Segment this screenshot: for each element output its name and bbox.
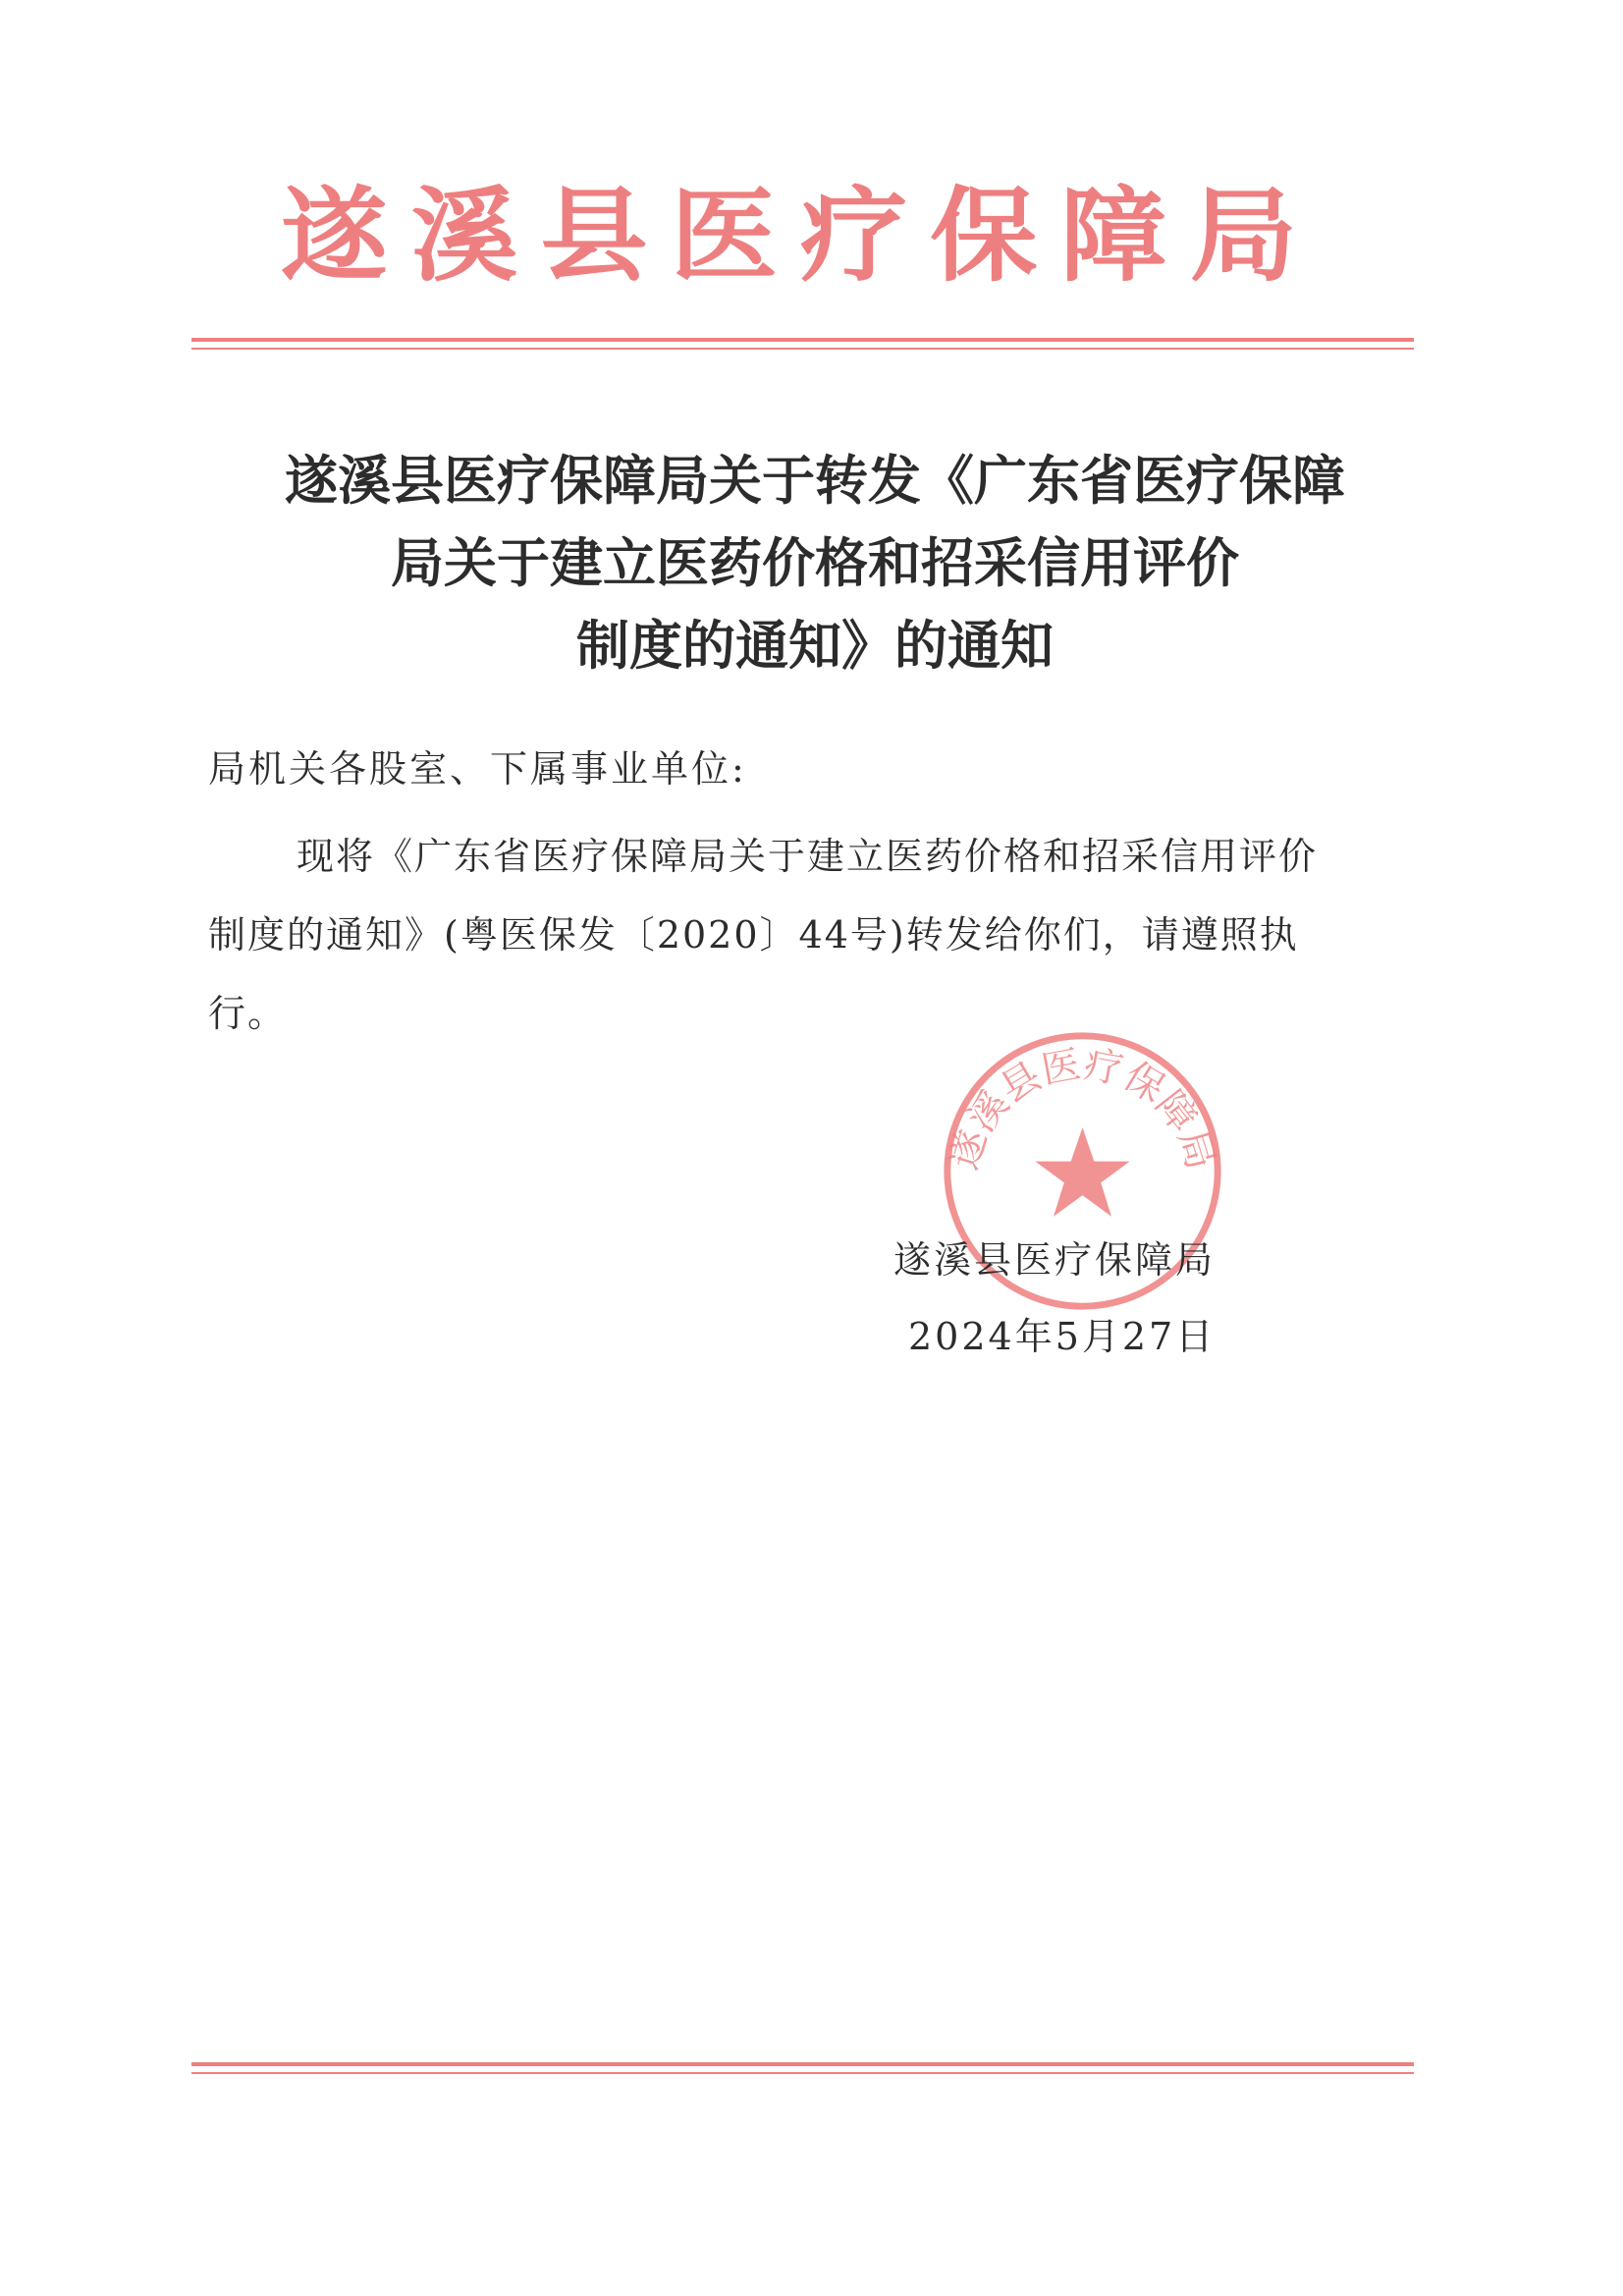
issue-date: 2024年5月27日	[908, 1315, 1217, 1358]
signatory: 遂溪县医疗保障局	[893, 1238, 1217, 1282]
title-line-3: 制度的通知》的通知	[576, 614, 1054, 677]
body-line-2: 制度的通知》(粤医保发〔2020〕44号)转发给你们，请遵照执	[208, 913, 1299, 957]
body-line-1: 现将《广东省医疗保障局关于建立医药价格和招采信用评价	[297, 835, 1319, 878]
footer-rule-thick	[191, 2062, 1414, 2066]
masthead-rule-thick	[191, 338, 1414, 342]
seal-text: 遂溪县医疗保障局	[941, 1041, 1224, 1175]
masthead-title: 遂溪县医疗保障局	[280, 175, 1321, 296]
salutation: 局机关各股室、下属事业单位:	[208, 747, 747, 791]
title-line-2: 局关于建立医药价格和招采信用评价	[391, 531, 1239, 594]
footer-rule-thin	[191, 2072, 1414, 2074]
masthead-rule-thin	[191, 348, 1414, 350]
document-title	[201, 439, 1429, 686]
body-line-3: 行。	[208, 992, 288, 1035]
title-line-1: 遂溪县医疗保障局关于转发《广东省医疗保障	[285, 449, 1345, 512]
star-icon	[1035, 1127, 1129, 1216]
body-paragraph	[208, 817, 1431, 1053]
